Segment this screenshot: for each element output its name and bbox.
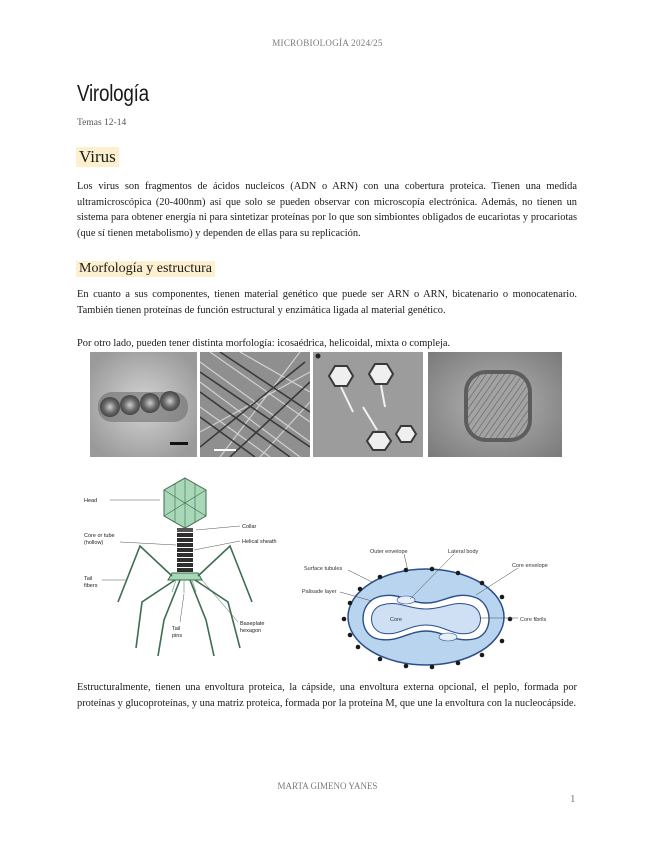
pox-label-surface-tubules: Surface tubules <box>304 566 343 572</box>
phage-label-baseplate: Baseplate <box>240 621 265 627</box>
pox-label-core-envelope: Core envelope <box>512 563 548 569</box>
pox-label-palisade-layer: Palisade layer <box>302 589 337 595</box>
running-header: MICROBIOLOGÍA 2024/25 <box>272 38 383 48</box>
virus-paragraph: Los virus son fragmentos de ácidos nucleicos (ADN o ARN) con una cobertura proteica. Tienen una medida ultramicroscópica (20-400nm) así que solo se pueden observar con microscopía electrónica. Además, no tienen un sistema para obtener energía ni para sintetizar proteínas por lo que son simbiontes obligados de eucariotas y procariotas (que sí tienen metabolismo) y dependen de ellas para su replicación. <box>77 181 577 239</box>
morfologia-paragraph-3: Estructuralmente, tienen una envoltura proteica, la cápside, una envoltura externa opcional, el peplo, formada por proteínas y glucoproteínas, y una matriz proteica, formada por la proteína M, que une la envoltura con la nucleocápside. <box>77 682 577 709</box>
phage-drawing <box>118 478 252 656</box>
phage-label-collar: Collar <box>242 524 257 530</box>
pox-label-core: Core <box>390 617 402 623</box>
phage-label-tail-pins-sub: pins <box>172 633 183 639</box>
page-number: 1 <box>570 793 576 805</box>
phage-label-head: Head <box>84 498 98 504</box>
micrograph-complex-phage <box>313 352 423 457</box>
micrograph-poxvirus <box>428 352 562 457</box>
section-heading-virus: Virus <box>76 147 119 167</box>
pox-label-core-fibrils: Core fibrils <box>520 617 547 623</box>
phage-label-tail-pins: Tail <box>172 626 181 632</box>
morfologia-paragraph-1: En cuanto a sus componentes, tienen material genético que puede ser ARN o ARN, bicatenario o monocatenario. También tienen proteínas de función estructural y enzimática ligada al material genético. <box>77 289 577 316</box>
poxvirus-diagram <box>298 545 560 671</box>
morfologia-paragraph-2: Por otro lado, pueden tener distinta morfología: icosaédrica, helicoidal, mixta o compleja. <box>77 338 451 349</box>
phage-label-helical-sheath: Helical sheath <box>242 539 277 545</box>
pox-label-outer-envelope: Outer envelope <box>370 549 408 555</box>
micrograph-icosahedral <box>90 352 197 457</box>
phage-label-tail-fibers-sub: fibers <box>84 583 98 589</box>
micrograph-helical <box>200 352 310 457</box>
phage-diagram <box>80 470 295 670</box>
phage-label-tail-fibers: Tail <box>84 576 93 582</box>
phage-label-baseplate-sub: hexagon <box>240 628 262 634</box>
phage-label-core-tube-sub: (hollow) <box>84 540 104 546</box>
document-subtitle: Temas 12-14 <box>77 118 127 128</box>
pox-label-lateral-body: Lateral body <box>448 549 479 555</box>
phage-label-core-tube: Core or tube <box>84 533 115 539</box>
section-heading-morfologia: Morfología y estructura <box>76 261 215 277</box>
footer-author: MARTA GIMENO YANES <box>277 781 378 791</box>
document-title: Virología <box>77 80 149 106</box>
